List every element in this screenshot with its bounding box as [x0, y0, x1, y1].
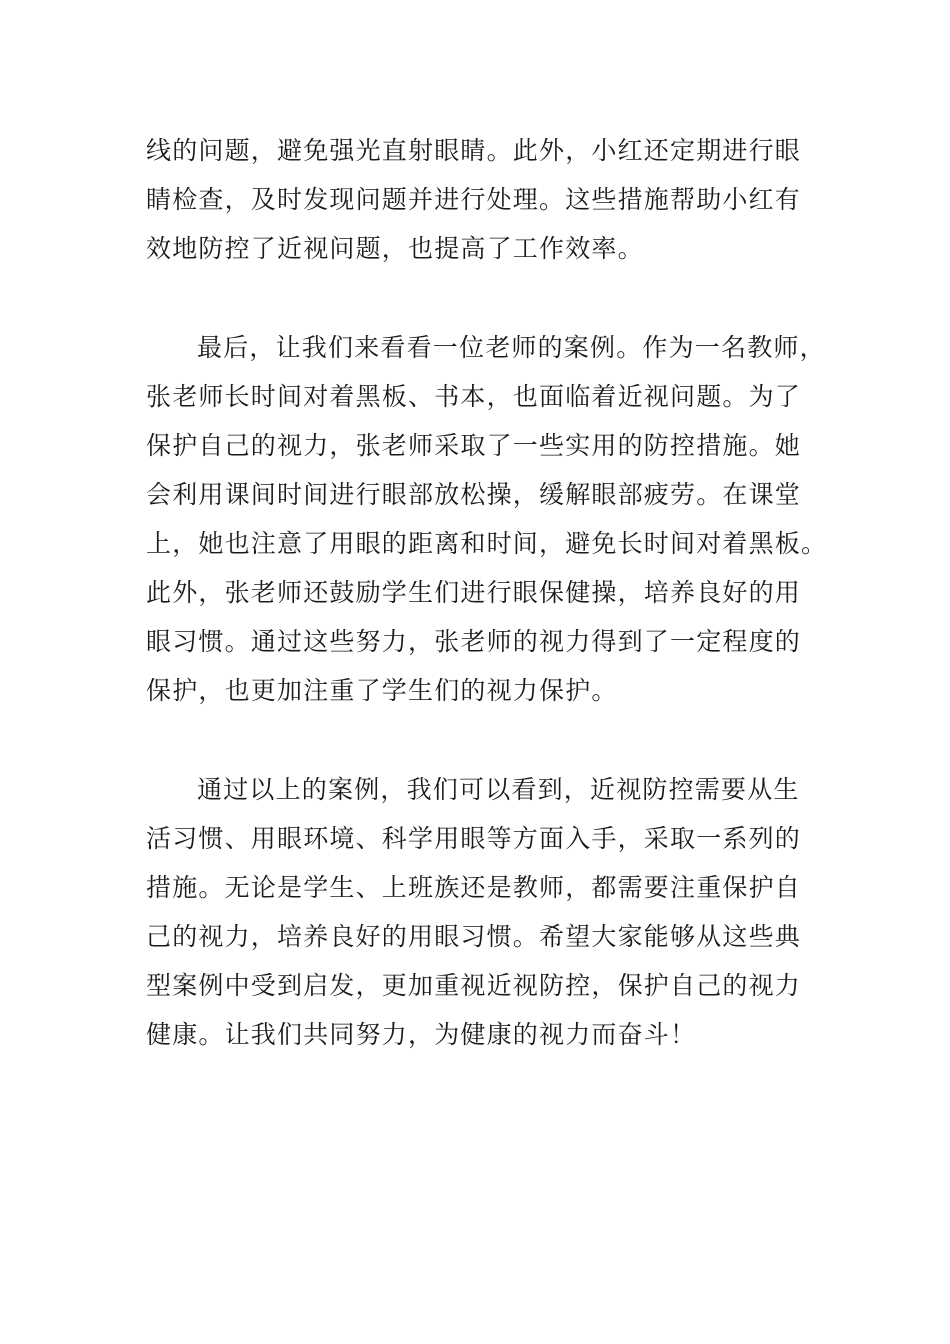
paragraph-conclusion: [146, 765, 802, 1059]
document-body: [146, 126, 828, 1109]
text-line: 张老师长时间对着黑板、书本，也面临着近视问题。为了: [146, 382, 802, 411]
text-line: 保护，也更加注重了学生们的视力保护。: [146, 676, 618, 705]
text-line: 此外，张老师还鼓励学生们进行眼保健操，培养良好的用: [146, 578, 802, 607]
text-line: 眼习惯。通过这些努力，张老师的视力得到了一定程度的: [146, 627, 802, 656]
text-line: 己的视力，培养良好的用眼习惯。希望大家能够从这些典: [146, 922, 802, 951]
text-line: 上，她也注意了用眼的距离和时间，避免长时间对着黑板。: [146, 529, 828, 558]
text-line: 健康。让我们共同努力，为健康的视力而奋斗！: [146, 1020, 697, 1049]
paragraph-continuation: [146, 126, 802, 273]
text-line: 会利用课间时间进行眼部放松操，缓解眼部疲劳。在课堂: [146, 480, 802, 509]
text-line: 活习惯、用眼环境、科学用眼等方面入手，采取一系列的: [146, 824, 802, 853]
text-line: 最后，让我们来看看一位老师的案例。作为一名教师，: [197, 333, 826, 362]
text-line: 睛检查，及时发现问题并进行处理。这些措施帮助小红有: [146, 185, 802, 214]
text-line: 措施。无论是学生、上班族还是教师，都需要注重保护自: [146, 873, 802, 902]
text-line: 通过以上的案例，我们可以看到，近视防控需要从生: [197, 775, 800, 804]
text-line: 保护自己的视力，张老师采取了一些实用的防控措施。她: [146, 431, 802, 460]
text-line: 效地防控了近视问题，也提高了工作效率。: [146, 234, 644, 263]
text-line: 线的问题，避免强光直射眼睛。此外，小红还定期进行眼: [146, 136, 802, 165]
text-line: 型案例中受到启发，更加重视近视防控，保护自己的视力: [146, 971, 802, 1000]
paragraph-teacher-case: [146, 323, 828, 715]
